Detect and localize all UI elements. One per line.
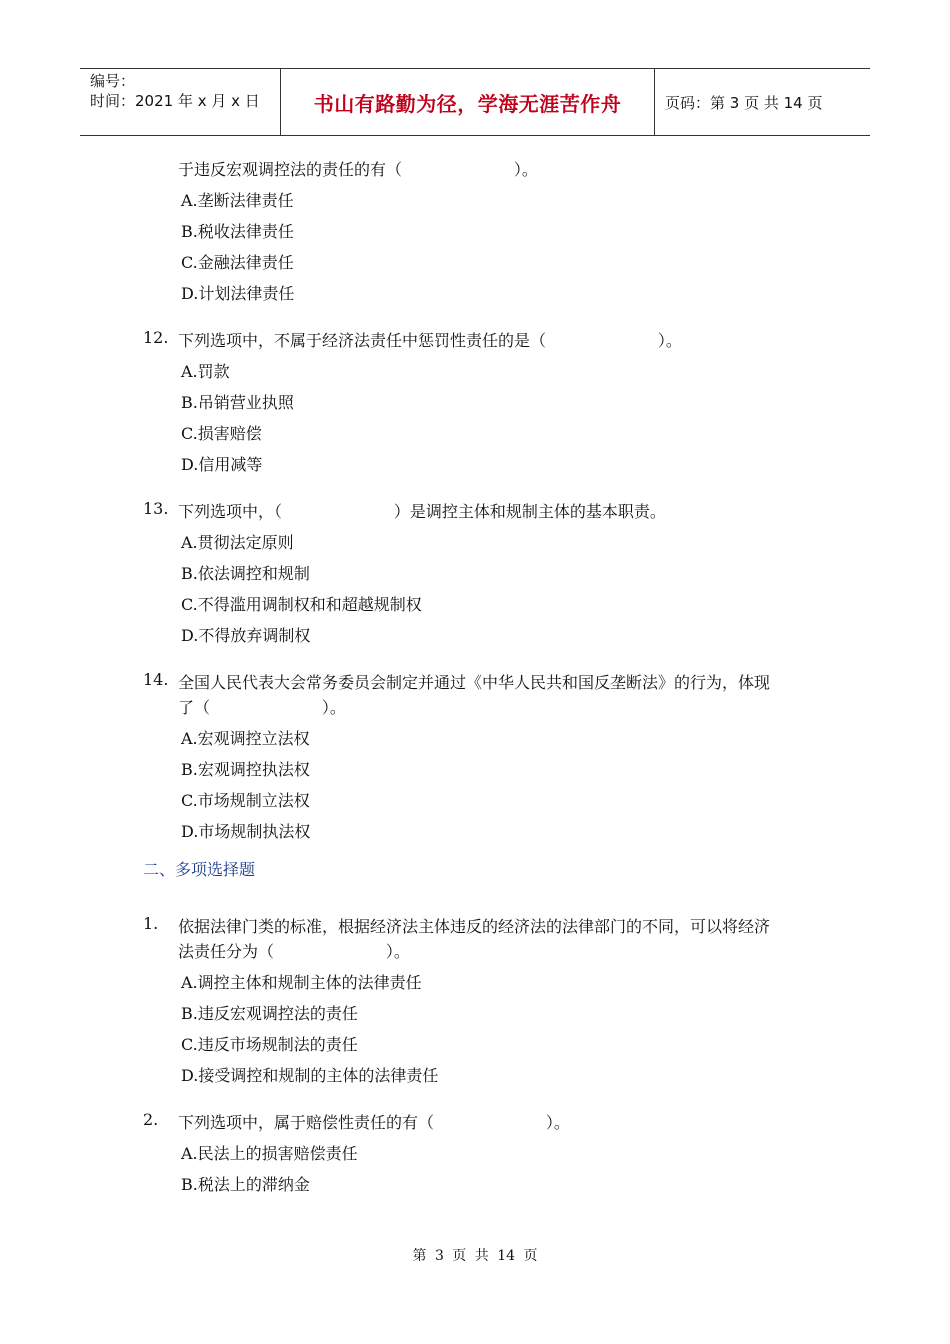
option-c: C.违反市场规制法的责任 <box>181 1035 358 1054</box>
question-12 <box>143 328 823 480</box>
option-a: A.宏观调控立法权 <box>181 729 310 748</box>
question-stem-line-1: 依据法律门类的标准，根据经济法主体违反的经济法的法律部门的不同，可以将经济 <box>178 917 771 936</box>
question-stem-line-2: 法责任分为（ ）。 <box>178 942 410 961</box>
option-a: A.罚款 <box>181 362 230 381</box>
question-11 <box>143 157 823 309</box>
option-c: C.不得滥用调制权和和超越规制权 <box>181 595 422 614</box>
option-a: A.调控主体和规制主体的法律责任 <box>181 973 422 992</box>
option-d: D.信用减等 <box>181 455 263 474</box>
time-label: 时间：2021 年 x 月 x 日 <box>90 92 260 110</box>
question-stem: 下列选项中，（ ）是调控主体和规制主体的基本职责。 <box>178 502 666 521</box>
option-c: C.金融法律责任 <box>181 253 294 272</box>
option-a: A.贯彻法定原则 <box>181 533 294 552</box>
option-list <box>178 527 823 651</box>
page-header <box>80 68 870 136</box>
document-body <box>143 157 823 1200</box>
header-meta <box>80 69 281 135</box>
option-c: C.损害赔偿 <box>181 424 262 443</box>
question-stem-line-1: 全国人民代表大会常务委员会制定并通过《中华人民共和国反垄断法》的行为，体现 <box>178 673 771 692</box>
question-stem: 下列选项中，不属于经济法责任中惩罚性责任的是（ ）。 <box>178 331 682 350</box>
question-number: 13. <box>143 499 169 518</box>
option-b: B.税法上的滞纳金 <box>181 1175 310 1194</box>
page-footer: 第 3 页 共 14 页 <box>412 1248 538 1264</box>
multi-question-1 <box>143 914 823 1091</box>
option-list <box>178 1138 823 1200</box>
header-page-label: 页码：第 3 页 共 14 页 <box>665 93 823 112</box>
option-b: B.吊销营业执照 <box>181 393 294 412</box>
question-number: 12. <box>143 328 169 347</box>
option-b: B.依法调控和规制 <box>181 564 310 583</box>
option-d: D.不得放弃调制权 <box>181 626 311 645</box>
option-list <box>178 356 823 480</box>
option-b: B.宏观调控执法权 <box>181 760 310 779</box>
header-motto: 书山有路勤为径，学海无涯苦作舟 <box>281 69 655 135</box>
question-13 <box>143 499 823 651</box>
option-list <box>178 185 823 309</box>
question-14 <box>143 670 823 847</box>
option-list <box>178 967 823 1091</box>
option-d: D.市场规制执法权 <box>181 822 311 841</box>
option-list <box>178 723 823 847</box>
question-stem: 于违反宏观调控法的责任的有（ ）。 <box>178 160 538 179</box>
question-number: 2. <box>143 1110 159 1129</box>
question-stem: 下列选项中，属于赔偿性责任的有（ ）。 <box>178 1113 570 1132</box>
option-a: A.民法上的损害赔偿责任 <box>181 1144 358 1163</box>
option-a: A.垄断法律责任 <box>181 191 294 210</box>
option-b: B.税收法律责任 <box>181 222 294 241</box>
question-number: 1. <box>143 914 159 933</box>
option-c: C.市场规制立法权 <box>181 791 310 810</box>
question-stem-line-2: 了（ ）。 <box>178 698 346 717</box>
question-number: 14. <box>143 670 169 689</box>
serial-label: 编号： <box>90 72 136 90</box>
section-title-multiple-choice: 二、多项选择题 <box>143 860 256 879</box>
multi-question-2 <box>143 1110 823 1200</box>
option-d: D.计划法律责任 <box>181 284 295 303</box>
option-b: B.违反宏观调控法的责任 <box>181 1004 358 1023</box>
option-d: D.接受调控和规制的主体的法律责任 <box>181 1066 439 1085</box>
